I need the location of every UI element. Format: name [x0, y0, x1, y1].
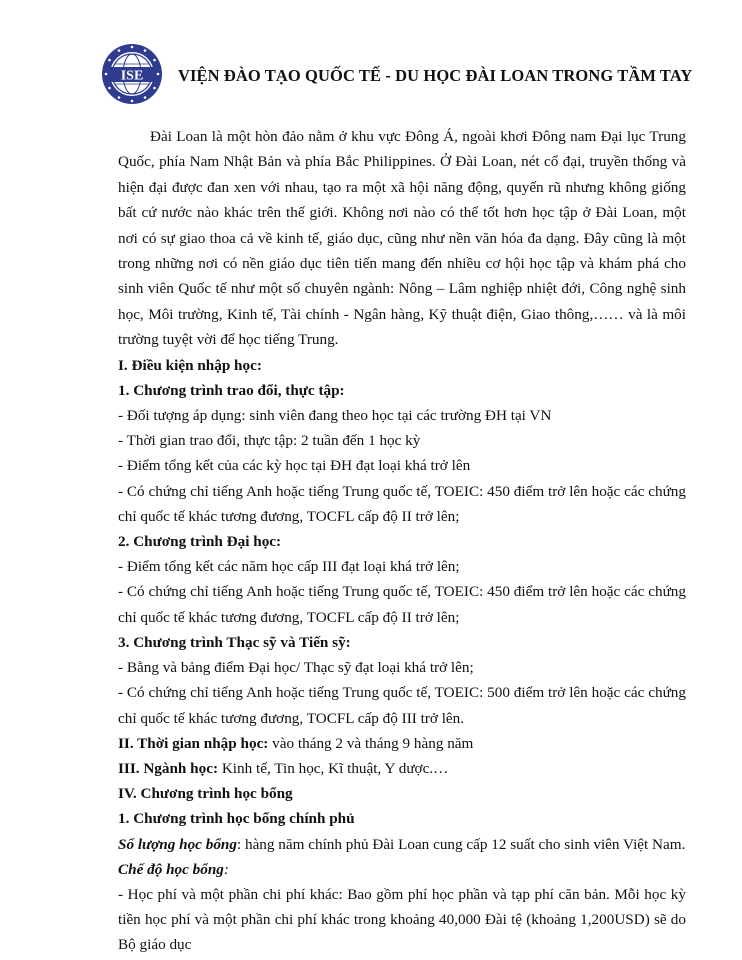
regime-colon: : [223, 860, 229, 878]
regime-label: Chế độ học bổng [118, 860, 224, 878]
section-4-heading: IV. Chương trình học bổng [118, 785, 293, 803]
section-3-line [118, 756, 686, 781]
program-2-title: 2. Chương trình Đại học: [118, 533, 282, 551]
regime-item: - Học phí và một phần chi phí khác: Bao gồm phí học phần và tạp phí căn bản. Mỗi học kỳ tiền học phí và một phần chi phí khác trong khoảng 40,000 Đài tệ (khoảng 1,200USD) sẽ do Bộ giáo dục [118, 885, 686, 954]
ise-logo [100, 42, 164, 106]
section-2-line [118, 731, 686, 756]
program-1-item: - Đối tượng áp dụng: sinh viên đang theo học tại các trường ĐH tại VN [118, 407, 552, 425]
logo-text: ISE [120, 68, 144, 84]
program-1-title: 1. Chương trình trao đổi, thực tập: [118, 381, 345, 399]
intro-paragraph: Đài Loan là một hòn đảo nằm ở khu vực Đông Á, ngoài khơi Đông nam Đại lục Trung Quốc, phía Nam Nhật Bản và phía Bắc Philippines. Ở Đài Loan, nét cổ đại, truyền thống và hiện đại được đan xen với nhau, tạo ra một xã hội năng động, quyến rũ nhưng không giống bất cứ nước nào khác trên thế giới. Không nơi nào có thể tốt hơn học tập ở Đài Loan, một nơi có sự giao thoa cả về kinh tế, giáo dục, cũng như nền văn hóa đa dạng. Đây cũng là một trong những nơi có nền giáo dục tiên tiến mang đến nhiều cơ hội học tập và khám phá cho sinh viên Quốc tế như một số chuyên ngành: Nông – Lâm nghiệp nhiệt đới, Công nghệ sinh học, Môi trường, Kinh tế, Tài chính - Ngân hàng, Kỹ thuật điện, Giao thông,…… và là môi trường tuyệt vời để học tiếng Trung. [118, 128, 686, 349]
section-2-label: II. Thời gian nhập học: [118, 734, 269, 752]
program-3-item: - Có chứng chỉ tiếng Anh hoặc tiếng Trung quốc tế, TOEIC: 500 điểm trở lên hoặc các chứng chỉ quốc tế khác tương đương, TOCFL cấp độ III trở lên. [118, 684, 686, 727]
section-3-text: Kinh tế, Tin học, Kĩ thuật, Y dược.… [218, 759, 449, 777]
program-1-item: - Có chứng chỉ tiếng Anh hoặc tiếng Trung quốc tế, TOEIC: 450 điểm trở lên hoặc các chứng chỉ quốc tế khác tương đương, TOCFL cấp độ II trở lên; [118, 482, 686, 525]
section-3-label: III. Ngành học: [118, 759, 219, 777]
quantity-label: Số lượng học bổng [118, 835, 237, 853]
quantity-text: : hàng năm chính phủ Đài Loan cung cấp 12 suất cho sinh viên Việt Nam. [236, 835, 686, 853]
program-2-item: - Có chứng chỉ tiếng Anh hoặc tiếng Trung quốc tế, TOEIC: 450 điểm trở lên hoặc các chứng chỉ quốc tế khác tương đương, TOCFL cấp độ II trở lên; [118, 583, 686, 626]
scholarship-regime-line [118, 857, 686, 882]
page-header [100, 40, 720, 110]
page-title: VIỆN ĐÀO TẠO QUỐC TẾ - DU HỌC ĐÀI LOAN TRONG TẦM TAY [178, 66, 693, 85]
scholarship-1-title: 1. Chương trình học bổng chính phủ [118, 810, 355, 828]
section-1-heading: I. Điều kiện nhập học: [118, 356, 262, 374]
program-1-item: - Thời gian trao đổi, thực tập: 2 tuần đến 1 học kỳ [118, 432, 421, 450]
document-body [118, 124, 686, 958]
program-2-item: - Điểm tổng kết các năm học cấp III đạt loại khá trở lên; [118, 558, 460, 576]
scholarship-quantity-line [118, 832, 686, 857]
program-3-item: - Bằng và bảng điểm Đại học/ Thạc sỹ đạt loại khá trở lên; [118, 659, 474, 677]
program-3-title: 3. Chương trình Thạc sỹ và Tiến sỹ: [118, 633, 351, 651]
program-1-item: - Điểm tổng kết của các kỳ học tại ĐH đạt loại khá trở lên [118, 457, 471, 475]
section-2-text: vào tháng 2 và tháng 9 hàng năm [268, 734, 474, 752]
